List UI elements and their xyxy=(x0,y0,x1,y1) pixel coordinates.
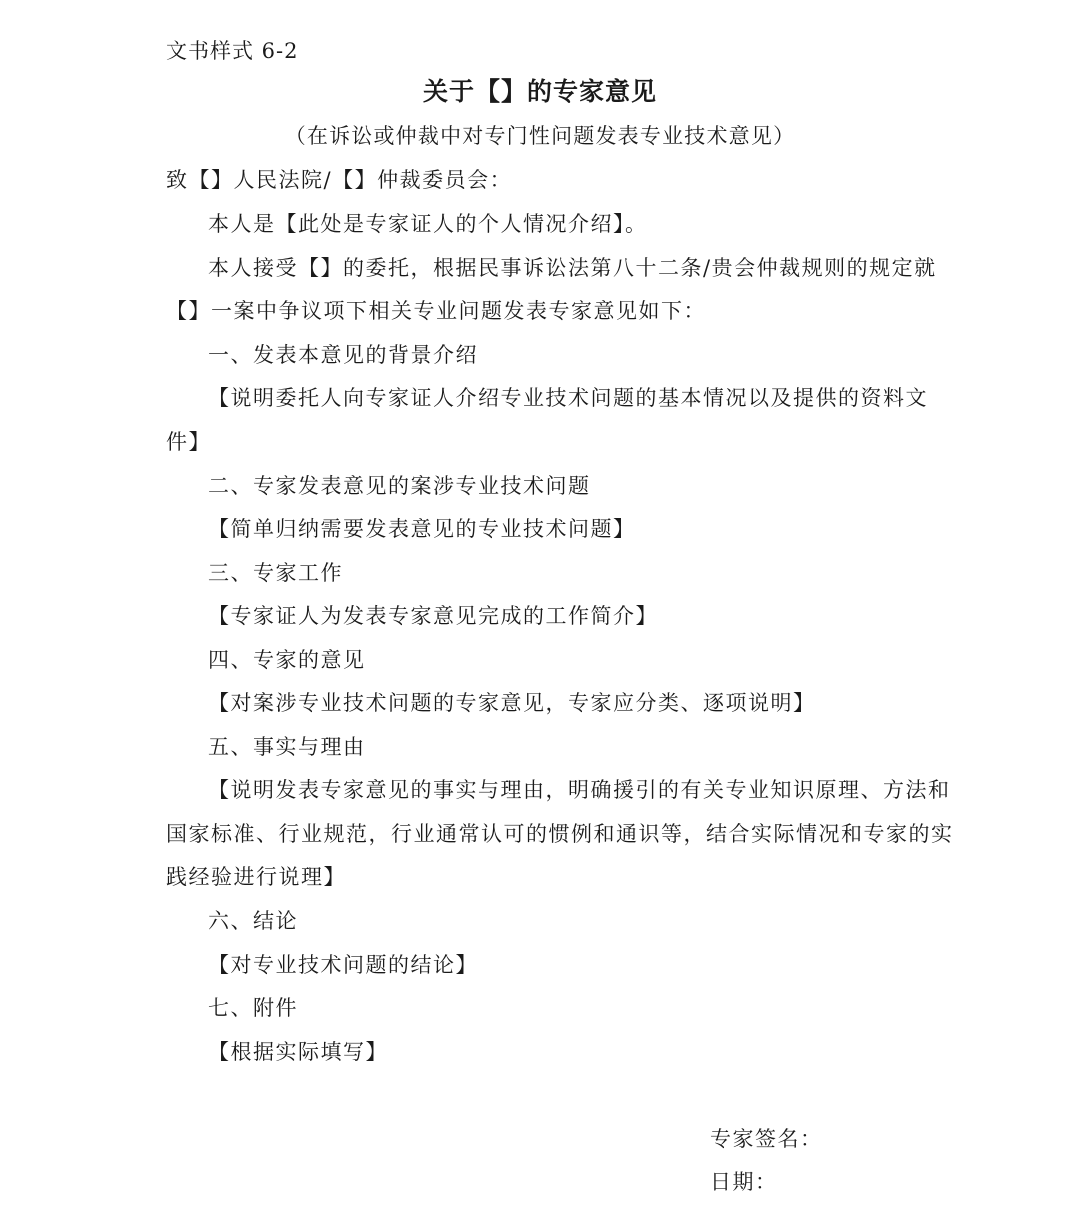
expert-signature-label: 专家签名： xyxy=(710,1127,823,1151)
entrust-paragraph-line-2: 【】一案中争议项下相关专业问题发表专家意见如下： xyxy=(166,299,706,323)
section-3-heading: 三、专家工作 xyxy=(208,561,343,585)
section-4-heading: 四、专家的意见 xyxy=(208,648,366,672)
form-style-label: 文书样式 6-2 xyxy=(166,39,299,63)
document-title: 关于【】的专家意见 xyxy=(422,77,657,106)
section-1-body-line-2: 件】 xyxy=(166,430,211,454)
addressee-line: 致【】人民法院/【】仲裁委员会： xyxy=(166,168,513,192)
document-subtitle: （在诉讼或仲裁中对专门性问题发表专业技术意见） xyxy=(284,124,796,148)
section-7-body: 【根据实际填写】 xyxy=(208,1040,388,1064)
section-6-heading: 六、结论 xyxy=(208,909,298,933)
self-intro-paragraph: 本人是【此处是专家证人的个人情况介绍】。 xyxy=(208,212,648,236)
section-5-body-line-2: 国家标准、行业规范，行业通常认可的惯例和通识等，结合实际情况和专家的实 xyxy=(166,822,954,846)
section-6-body: 【对专业技术问题的结论】 xyxy=(208,953,478,977)
section-1-heading: 一、发表本意见的背景介绍 xyxy=(208,343,478,367)
section-5-body-line-3: 践经验进行说理】 xyxy=(166,865,346,889)
section-5-body-line-1: 【说明发表专家意见的事实与理由，明确援引的有关专业知识原理、方法和 xyxy=(208,778,951,802)
section-2-heading: 二、专家发表意见的案涉专业技术问题 xyxy=(208,474,591,498)
section-2-body: 【简单归纳需要发表意见的专业技术问题】 xyxy=(208,517,636,541)
entrust-paragraph-line-1: 本人接受【】的委托，根据民事诉讼法第八十二条/贵会仲裁规则的规定就 xyxy=(208,256,937,280)
date-label: 日期： xyxy=(710,1170,778,1194)
section-3-body: 【专家证人为发表专家意见完成的工作简介】 xyxy=(208,604,658,628)
section-7-heading: 七、附件 xyxy=(208,996,298,1020)
section-4-body: 【对案涉专业技术问题的专家意见，专家应分类、逐项说明】 xyxy=(208,691,816,715)
section-5-heading: 五、事实与理由 xyxy=(208,735,366,759)
section-1-body-line-1: 【说明委托人向专家证人介绍专业技术问题的基本情况以及提供的资料文 xyxy=(208,386,928,410)
